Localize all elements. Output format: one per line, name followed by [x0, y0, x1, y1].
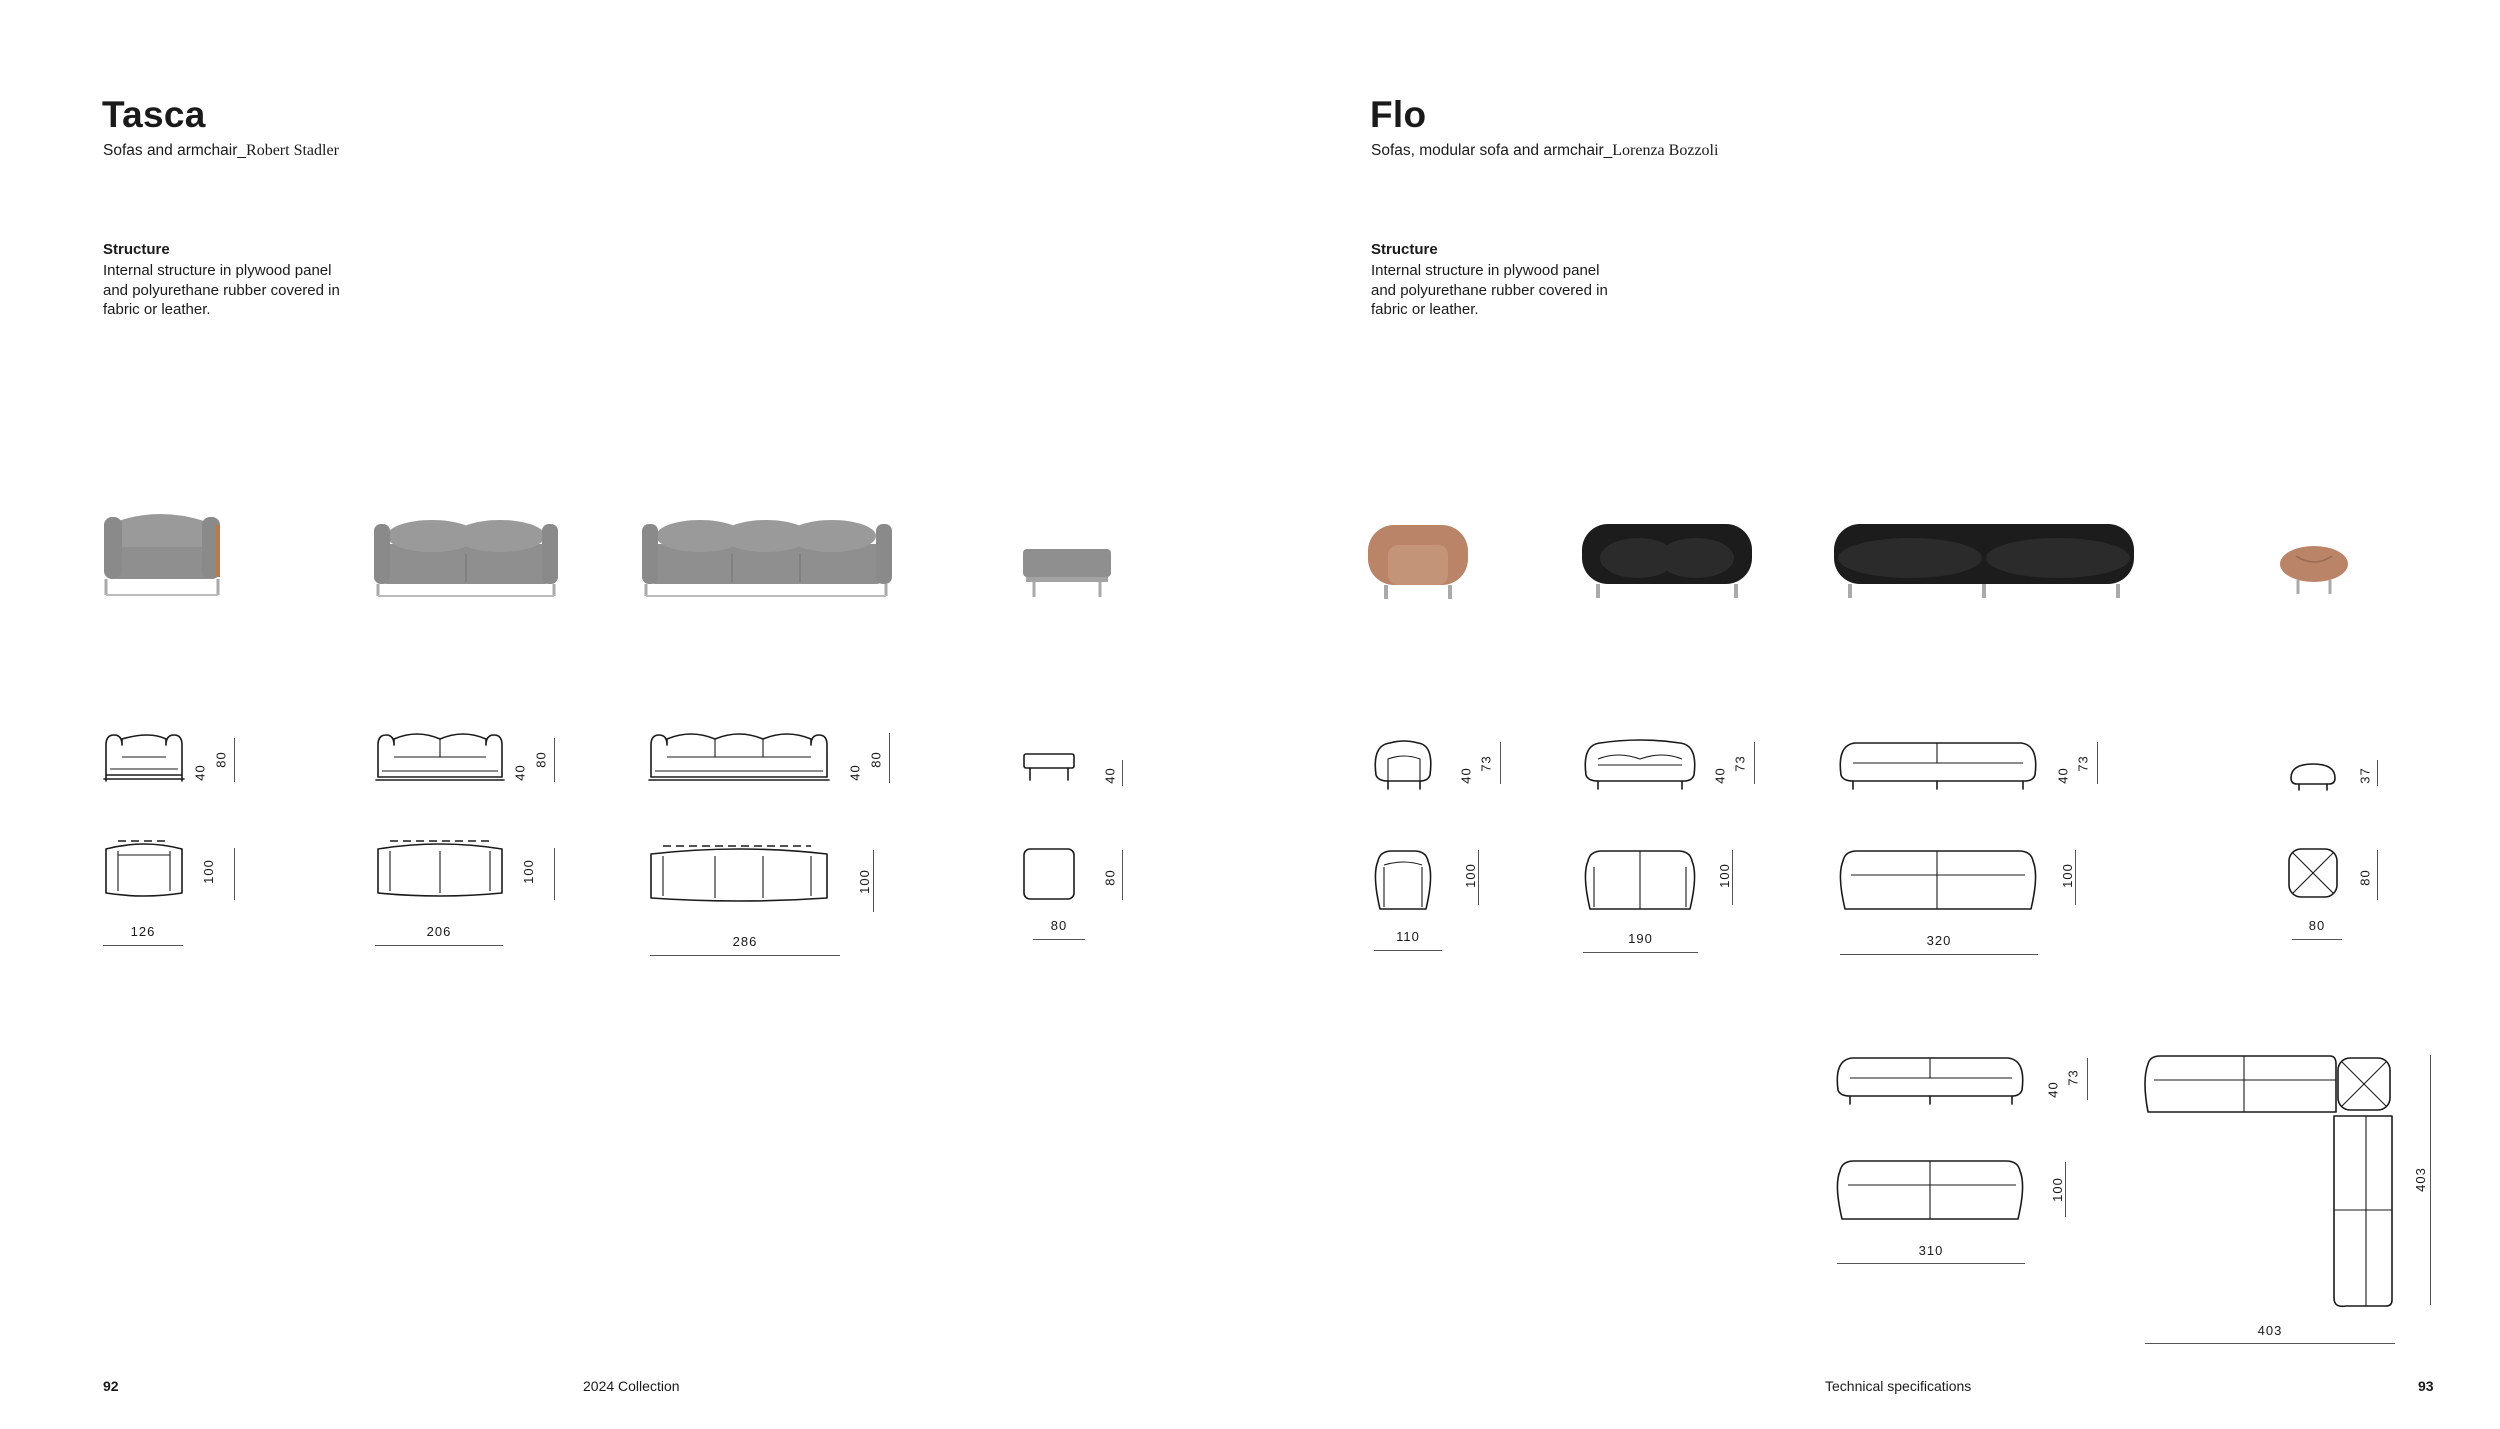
- flo-sofa-3-height: 73: [2075, 755, 2091, 772]
- collection-label: 2024 Collection: [583, 1378, 680, 1394]
- flo-corner-width: 403: [2257, 1323, 2283, 1338]
- tasca-pouf-photo: [1020, 545, 1115, 600]
- flo-armchair-front-view: [1370, 735, 1440, 790]
- page-number-right: 93: [2418, 1378, 2434, 1394]
- flo-sofa-2-width: 190: [1628, 931, 1653, 946]
- tasca-pouf-seat-height: 40: [1102, 767, 1118, 784]
- tasca-sofa-2-seat-height: 40: [512, 764, 528, 781]
- structure-label: Structure: [103, 241, 170, 258]
- tasca-sofa-2-depth: 100: [520, 859, 536, 884]
- tasca-sofa-3-seat-height: 40: [847, 764, 863, 781]
- subtitle-prefix: Sofas and armchair_: [103, 142, 247, 159]
- tasca-sofa-3-depth: 100: [856, 869, 872, 894]
- tasca-armchair-photo: [100, 505, 230, 600]
- flo-pouf-front-view: [2285, 758, 2345, 793]
- section-label: Technical specifications: [1825, 1378, 1972, 1394]
- product-title-flo: Flo: [1370, 94, 1427, 135]
- tasca-sofa-3-top-view: [645, 840, 845, 910]
- tasca-sofa-2-height: 80: [533, 751, 549, 768]
- flo-sofa-2-top-view: [1580, 845, 1705, 915]
- subtitle-prefix: Sofas, modular sofa and armchair_: [1371, 142, 1613, 159]
- tasca-sofa-3-photo: [640, 510, 895, 600]
- flo-modular-height: 73: [2065, 1069, 2081, 1086]
- flo-modular-width: 310: [1918, 1243, 1944, 1258]
- flo-armchair-height: 73: [1478, 755, 1494, 772]
- flo-sofa-2-seat-height: 40: [1712, 767, 1728, 784]
- flo-pouf-photo: [2278, 542, 2350, 600]
- flo-sofa-3-depth: 100: [2059, 863, 2075, 888]
- flo-sofa-3-front-view: [1835, 735, 2045, 790]
- flo-modular-seat-height: 40: [2045, 1081, 2061, 1098]
- flo-armchair-width: 110: [1396, 929, 1420, 944]
- flo-sofa-2-front-view: [1580, 735, 1705, 790]
- product-subtitle-flo: [1371, 142, 1718, 160]
- page-number-left: 92: [103, 1378, 119, 1394]
- tasca-armchair-height: 80: [213, 751, 229, 768]
- product-subtitle-tasca: [103, 142, 339, 160]
- designer-name: Lorenza Bozzoli: [1612, 142, 1719, 159]
- flo-armchair-photo: [1362, 515, 1477, 600]
- flo-sofa-3-top-view: [1835, 845, 2045, 915]
- tasca-armchair-width: 126: [130, 924, 156, 939]
- tasca-sofa-3-width: 286: [732, 934, 758, 949]
- tasca-pouf-width: 80: [1050, 918, 1068, 933]
- flo-sofa-3-width: 320: [1926, 933, 1952, 948]
- tasca-armchair-front-view: [100, 725, 190, 785]
- tasca-pouf-depth: 80: [1102, 869, 1118, 886]
- tasca-armchair-seat-height: 40: [192, 764, 208, 781]
- flo-sofa-3-photo: [1830, 518, 2140, 600]
- flo-pouf-width: 80: [2308, 918, 2326, 933]
- tasca-sofa-2-top-view: [372, 835, 512, 905]
- flo-armchair-depth: 100: [1462, 863, 1478, 888]
- flo-modular-sofa-top-view: [1832, 1155, 2032, 1225]
- flo-sofa-2-photo: [1578, 518, 1758, 600]
- tasca-sofa-2-photo: [372, 510, 562, 600]
- tasca-sofa-2-width: 206: [426, 924, 452, 939]
- flo-armchair-top-view: [1370, 845, 1445, 915]
- structure-text: Internal structure in plywood panel and polyurethane rubber covered in fabric or leather.: [1371, 262, 1608, 318]
- flo-sofa-3-seat-height: 40: [2055, 767, 2071, 784]
- flo-sofa-2-depth: 100: [1716, 863, 1732, 888]
- flo-pouf-top-view: [2285, 845, 2345, 905]
- product-title-tasca: Tasca: [102, 94, 206, 135]
- flo-pouf-depth: 80: [2357, 869, 2373, 886]
- flo-sofa-2-height: 73: [1732, 755, 1748, 772]
- tasca-sofa-3-front-view: [645, 725, 845, 785]
- tasca-pouf-front-view: [1020, 750, 1080, 790]
- flo-pouf-height: 37: [2357, 767, 2373, 784]
- flo-corner-composition-top-view: [2140, 1050, 2400, 1310]
- flo-armchair-seat-height: 40: [1458, 767, 1474, 784]
- flo-modular-depth: 100: [2049, 1177, 2065, 1202]
- tasca-armchair-top-view: [100, 835, 190, 905]
- tasca-sofa-3-height: 80: [868, 751, 884, 768]
- flo-modular-sofa-front-view: [1832, 1050, 2032, 1105]
- structure-label: Structure: [1371, 241, 1438, 258]
- designer-name: Robert Stadler: [246, 142, 339, 159]
- tasca-sofa-2-front-view: [372, 725, 512, 785]
- structure-text: Internal structure in plywood panel and polyurethane rubber covered in fabric or leather.: [103, 262, 340, 318]
- tasca-pouf-top-view: [1020, 845, 1080, 905]
- tasca-armchair-depth: 100: [200, 859, 216, 884]
- flo-corner-depth: 403: [2412, 1167, 2428, 1192]
